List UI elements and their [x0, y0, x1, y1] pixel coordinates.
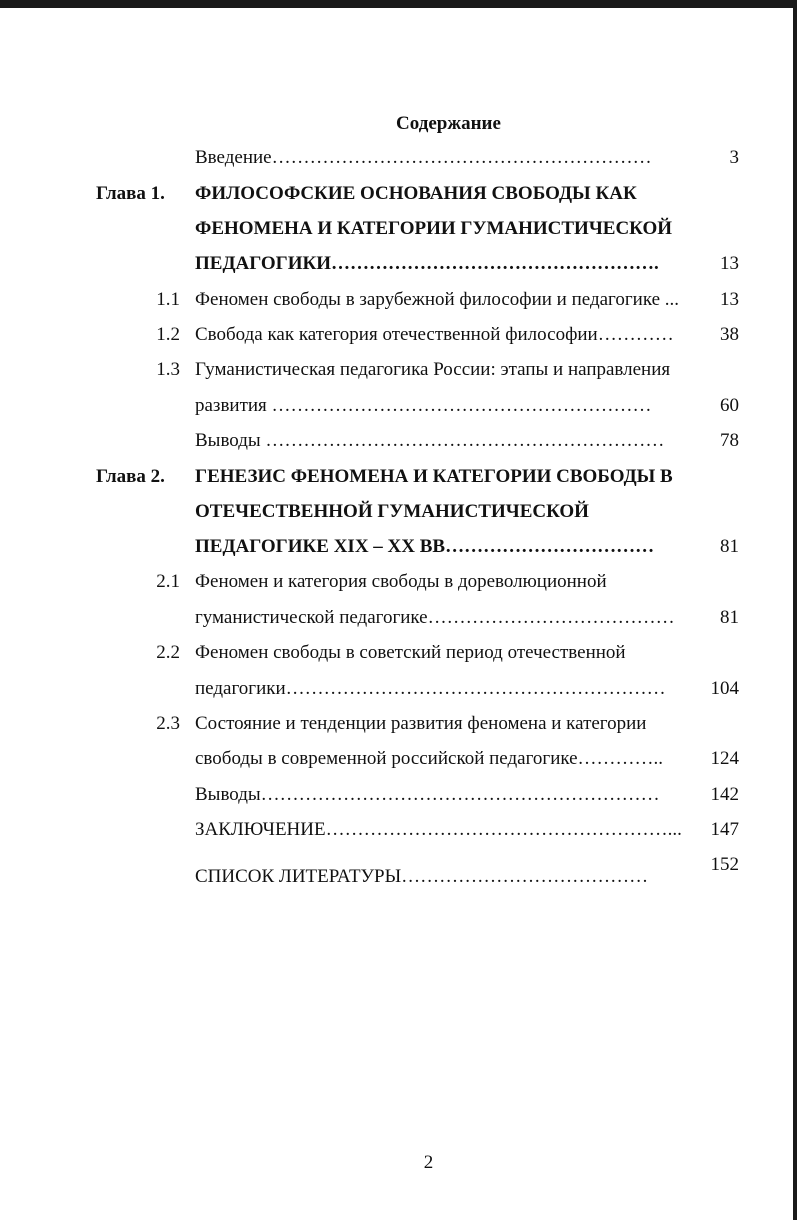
toc-entry-text: Выводы……………………………………………………… [195, 784, 660, 805]
toc-section-2-1-line-2 [0, 603, 797, 633]
section-number: 2.1 [156, 571, 180, 592]
scan-border-top [0, 0, 797, 8]
toc-entry-text: ПЕДАГОГИКИ……………………………………………. [195, 253, 659, 274]
toc-entry-page: 152 [710, 854, 739, 875]
toc-entry-page: 142 [710, 784, 739, 805]
toc-entry-text: развития …………………………………………………… [195, 395, 652, 416]
toc-entry-text: ПЕДАГОГИКЕ XIX – XX ВВ…………………………… [195, 536, 655, 557]
toc-entry-introduction [0, 143, 797, 173]
toc-entry-text: ФИЛОСОФСКИЕ ОСНОВАНИЯ СВОБОДЫ КАК [195, 183, 637, 204]
toc-conclusion [0, 815, 797, 845]
toc-section-2-3-line-1 [0, 709, 797, 739]
toc-entry-page: 3 [729, 147, 739, 168]
toc-section-2-3-line-2 [0, 744, 797, 774]
toc-entry-text: Феномен и категория свободы в дореволюционной [195, 571, 607, 592]
toc-section-2-2-line-1 [0, 638, 797, 668]
toc-section-1-3-line-2 [0, 391, 797, 421]
toc-entry-page: 147 [710, 819, 739, 840]
section-number: 2.2 [156, 642, 180, 663]
section-number: 1.1 [156, 289, 180, 310]
chapter-label: Глава 2. [96, 466, 165, 487]
toc-entry-page: 38 [720, 324, 739, 345]
toc-chapter-1-line-2 [0, 214, 797, 244]
toc-entry-page: 81 [720, 536, 739, 557]
toc-chapter-2-line-2 [0, 497, 797, 527]
toc-entry-page: 13 [720, 289, 739, 310]
toc-entry-page: 13 [720, 253, 739, 274]
toc-entry-text: Свобода как категория отечественной философии………… [195, 324, 674, 345]
page-number: 2 [423, 1152, 434, 1173]
toc-entry-text: Введение…………………………………………………… [195, 147, 652, 168]
toc-entry-text: Выводы ……………………………………………………… [195, 430, 665, 451]
section-number: 1.2 [156, 324, 180, 345]
chapter-label: Глава 1. [96, 183, 165, 204]
toc-conclusions-2 [0, 780, 797, 810]
toc-entry-page: 124 [710, 748, 739, 769]
toc-entry-text: Гуманистическая педагогика России: этапы и направления [195, 359, 671, 380]
toc-section-1-2 [0, 320, 797, 350]
toc-chapter-1-line-3 [0, 249, 797, 279]
toc-entry-text: Феномен свободы в зарубежной философии и педагогике ... [195, 289, 680, 310]
toc-chapter-2-line-3 [0, 532, 797, 562]
toc-entry-text: педагогики…………………………………………………… [195, 678, 666, 699]
section-number: 1.3 [156, 359, 180, 380]
toc-entry-page: 60 [720, 395, 739, 416]
toc-section-2-2-line-2 [0, 674, 797, 704]
toc-entry-text: ЗАКЛЮЧЕНИЕ………………………………………………... [195, 819, 682, 840]
toc-entry-text: Состояние и тенденции развития феномена и категории [195, 713, 647, 734]
toc-entry-text: ОТЕЧЕСТВЕННОЙ ГУМАНИСТИЧЕСКОЙ [195, 501, 589, 522]
toc-bibliography [0, 854, 797, 892]
toc-entry-text: ФЕНОМЕНА И КАТЕГОРИИ ГУМАНИСТИЧЕСКОЙ [195, 218, 673, 239]
toc-entry-text: Феномен свободы в советский период отечественной [195, 642, 626, 663]
toc-conclusions-1 [0, 426, 797, 456]
toc-entry-text: ГЕНЕЗИС ФЕНОМЕНА И КАТЕГОРИИ СВОБОДЫ В [195, 466, 673, 487]
toc-chapter-2-line-1 [0, 462, 797, 492]
toc-entry-text: гуманистической педагогике………………………………… [195, 607, 675, 628]
toc-section-2-1-line-1 [0, 567, 797, 597]
toc-entry-text: СПИСОК ЛИТЕРАТУРЫ………………………………… [195, 866, 649, 887]
toc-section-1-1 [0, 285, 797, 315]
toc-entry-page: 104 [710, 678, 739, 699]
section-number: 2.3 [156, 713, 180, 734]
toc-entry-page: 78 [720, 430, 739, 451]
toc-section-1-3-line-1 [0, 355, 797, 385]
toc-entry-text: свободы в современной российской педагогике………….. [195, 748, 664, 769]
toc-chapter-1-line-1 [0, 179, 797, 209]
contents-title: Содержание [396, 113, 501, 134]
toc-entry-page: 81 [720, 607, 739, 628]
